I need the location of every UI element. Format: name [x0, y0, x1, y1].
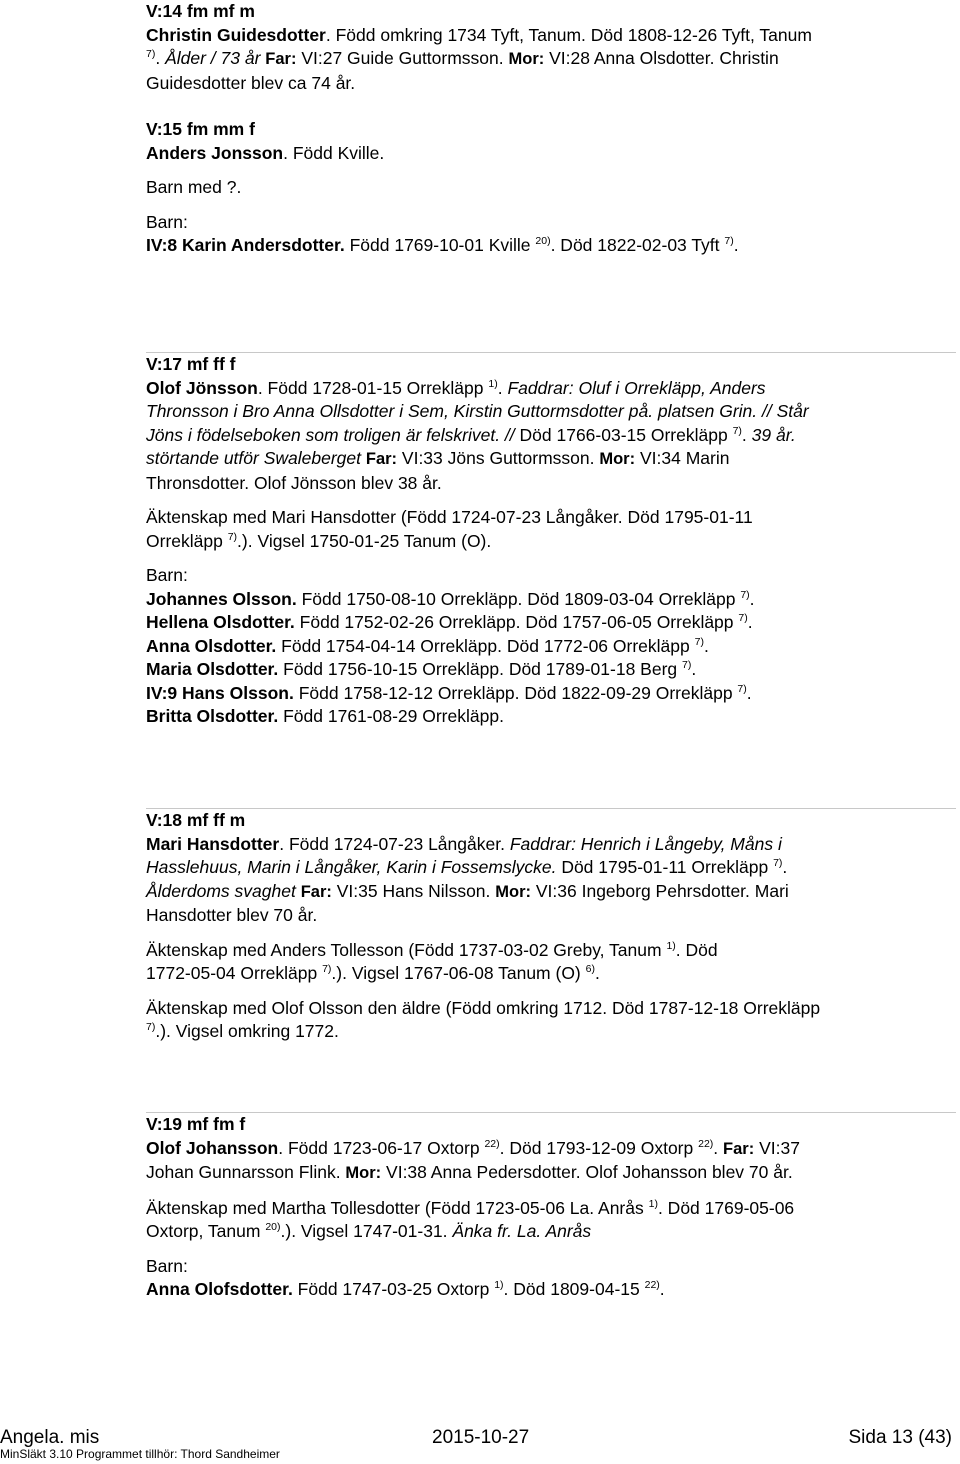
entry-line: Jöns i födelseboken som troligen är felskrivet. // Död 1766-03-15 Orrekläpp $^{7)}$. 39 år. [146, 424, 796, 445]
entry-line: Äktenskap med Mari Hansdotter (Född 1724-07-23 Långåker. Död 1795-01-11 [146, 507, 753, 527]
entry-line: Orrekläpp $^{7)}$.). Vigsel 1750-01-25 Tanum (O). [146, 530, 492, 551]
entry-line: störtande utför Swaleberget Far: VI:33 Jöns Guttormsson. Mor: VI:34 Marin [146, 448, 730, 468]
entry-line: Ålderdoms svaghet Far: VI:35 Hans Nilsson. Mor: VI:36 Ingeborg Pehrsdotter. Mari [146, 880, 789, 901]
footer-page-number: Sida 13 (43) [848, 1427, 952, 1448]
person-entry [146, 352, 956, 729]
entry-heading: V:14 fm mf m [146, 1, 255, 21]
entry-line: Barn: [146, 211, 188, 232]
person-entry [146, 808, 956, 1044]
entry-line: 1772-05-04 Orrekläpp $^{7)}$.). Vigsel 1767-06-08 Tanum (O) $^{6)}$. [146, 963, 600, 983]
footer-program-note: MinSläkt 3.10 Programmet tillhör: Thord Sandheimer [0, 1447, 280, 1461]
entry-line: IV:8 Karin Andersdotter. Född 1769-10-01 Kville $^{20)}$. Död 1822-02-03 Tyft $^{7)}$. [146, 235, 739, 255]
entry-line: Maria Olsdotter. Född 1756-10-15 Orrekläpp. Död 1789-01-18 Berg $^{7)}$. [146, 659, 697, 679]
entry-line: Barn: [146, 565, 188, 585]
entry-line: $^{7)}$.). Vigsel omkring 1772. [146, 1021, 339, 1041]
entry-line: Thronsdotter. Olof Jönsson blev 38 år. [146, 472, 442, 493]
entry-line: Anders Jonsson. Född Kville. [146, 142, 385, 163]
entry-heading: V:19 mf fm f [146, 1114, 246, 1134]
entry-line: Thronsson i Bro Anna Ollsdotter i Sem, Kirstin Guttormsdotter på. platsen Grin. // Står [146, 401, 809, 421]
entry-line: Hellena Olsdotter. Född 1752-02-26 Orrekläpp. Död 1757-06-05 Orrekläpp $^{7)}$. [146, 612, 753, 632]
entry-line: Hansdotter blev 70 år. [146, 905, 318, 925]
entry-line: Äktenskap med Anders Tollesson (Född 1737-03-02 Greby, Tanum $^{1)}$. Död [146, 939, 718, 960]
person-entry [146, 1112, 956, 1302]
entry-line: IV:9 Hans Olsson. Född 1758-12-12 Orrekläpp. Död 1822-09-29 Orrekläpp $^{7)}$. [146, 682, 752, 703]
person-entry [146, 0, 956, 95]
entry-line: Guidesdotter blev ca 74 år. [146, 72, 356, 93]
entry-line: Äktenskap med Olof Olsson den äldre (Född omkring 1712. Död 1787-12-18 Orrekläpp [146, 997, 821, 1018]
person-entry [146, 118, 956, 258]
entry-heading: V:15 fm mm f [146, 119, 255, 139]
footer-filename: Angela. mis [0, 1427, 100, 1448]
footer-date: 2015-10-27 [432, 1427, 530, 1448]
entry-line: Johannes Olsson. Född 1750-08-10 Orrekläpp. Död 1809-03-04 Orrekläpp $^{7)}$. [146, 588, 755, 609]
entry-line: Olof Johansson. Född 1723-06-17 Oxtorp $^{22)}$. Död 1793-12-09 Oxtorp $^{22)}$. Far: VI:37 [146, 1137, 800, 1158]
entry-line: Olof Jönsson. Född 1728-01-15 Orrekläpp $^{1)}$. Faddrar: Oluf i Orrekläpp, Anders [146, 377, 766, 398]
entry-line: Oxtorp, Tanum $^{20)}$.). Vigsel 1747-01-31. Änka fr. La. Anrås [146, 1221, 592, 1241]
entry-line: Mari Hansdotter. Född 1724-07-23 Långåker. Faddrar: Henrich i Långeby, Måns i [146, 833, 782, 854]
entry-heading: V:18 mf ff m [146, 810, 246, 830]
entry-line: Barn med ?. [146, 177, 242, 197]
entry-line: Anna Olsdotter. Född 1754-04-14 Orrekläpp. Död 1772-06 Orrekläpp $^{7)}$. [146, 635, 709, 656]
entry-line: Christin Guidesdotter. Född omkring 1734 Tyft, Tanum. Död 1808-12-26 Tyft, Tanum [146, 24, 812, 45]
entry-line: Anna Olofsdotter. Född 1747-03-25 Oxtorp $^{1)}$. Död 1809-04-15 $^{22)}$. [146, 1279, 665, 1299]
entry-line: Hasslehuus, Marin i Långåker, Karin i Fossemslycke. Död 1795-01-11 Orrekläpp $^{7)}$. [146, 857, 788, 877]
entry-line: Äktenskap med Martha Tollesdotter (Född 1723-05-06 La. Anrås $^{1)}$. Död 1769-05-06 [146, 1197, 795, 1218]
entry-line: Johan Gunnarsson Flink. Mor: VI:38 Anna Pedersdotter. Olof Johansson blev 70 år. [146, 1162, 793, 1182]
entry-heading: V:17 mf ff f [146, 354, 236, 374]
entry-line: $^{7)}$. Ålder / 73 år Far: VI:27 Guide Guttormsson. Mor: VI:28 Anna Olsdotter. Christin [146, 48, 779, 68]
entry-line: Britta Olsdotter. Född 1761-08-29 Orrekläpp. [146, 706, 504, 726]
entry-line: Barn: [146, 1255, 188, 1276]
